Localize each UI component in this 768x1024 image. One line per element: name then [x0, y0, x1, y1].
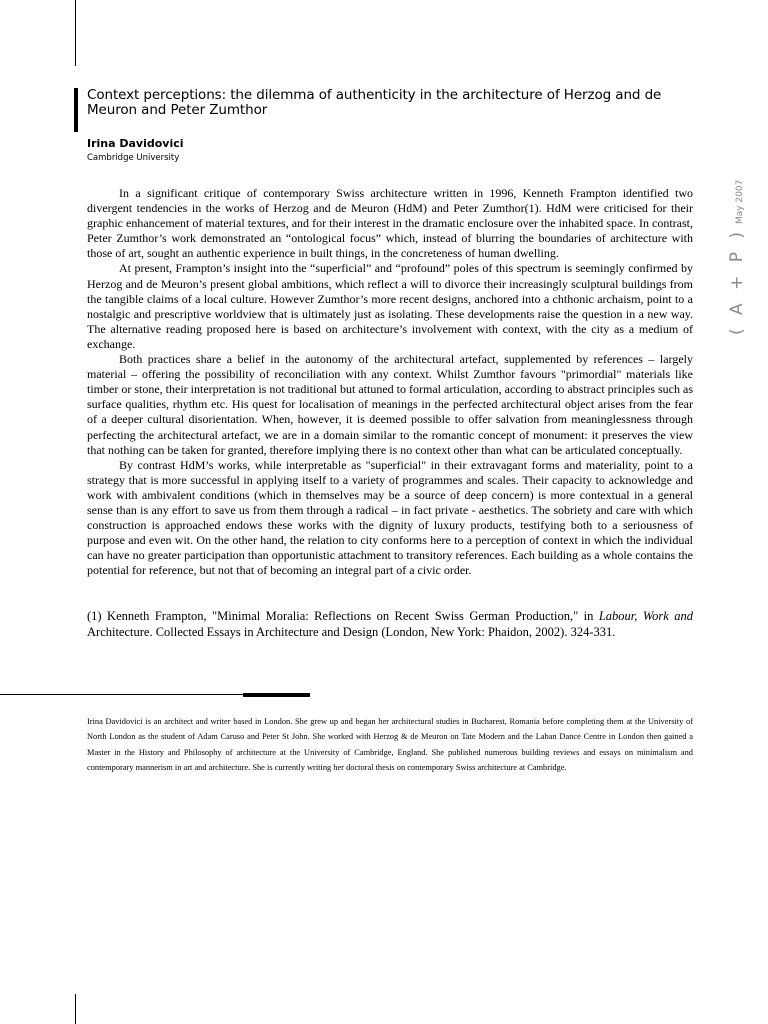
title-accent-bar — [74, 88, 78, 132]
issue-date: May 2007 — [735, 179, 745, 224]
body-paragraph: In a significant critique of contemporary Swiss architecture written in 1996, Kenneth Frampton identified two divergent tendencies in the works of Herzog and de Meuron (HdM) and Peter Zumthor(1). HdM were criticised for their graphic enhancement of material textures, and for their interest in the dramatic enclosure over the inhabited space. In contrast, Peter Zumthor’s work demonstrated an “ontological focus” which, instead of blurring the boundaries of architecture with those of art, sought an authentic experience in built things, in the concreteness of human dwelling. — [87, 186, 693, 261]
footnote-book-title: Labour, Work and — [598, 609, 694, 623]
bio-divider-accent — [243, 693, 310, 697]
bio-divider — [0, 694, 243, 695]
footnote-prefix: (1) Kenneth Frampton, "Minimal Moralia: Reflections on Recent Swiss German Production," in — [87, 609, 599, 623]
journal-side-label — [720, 179, 754, 335]
body-paragraph: At present, Frampton’s insight into the “superficial” and “profound” poles of this spectrum is seemingly confirmed by Herzog and de Meuron’s present global ambitions, which reflect a will to divorce their increasingly sculptural buildings from the tangible claims of a local culture. However Zumthor’s more recent designs, anchored into a chthonic archaism, point to a nostalgic and prescriptive worldview that is ultimately just as isolating. These developments raise the question in a new way. The alternative reading proposed here is based on architecture’s involvement with context, with the city as a medium of exchange. — [87, 261, 693, 351]
article-title: Context perceptions: the dilemma of authenticity in the architecture of Herzog and de Meuron and Peter Zumthor — [87, 87, 662, 118]
body-paragraph: Both practices share a belief in the autonomy of the architectural artefact, supplemented by references – largely material – offering the possibility of reconciliation with any context. Whilst Zumthor favours "primordial" materials like timber or stone, their interpretation is not traditional but attuned to formal articulation, according to abstract principles such as surface qualities, rhythm etc. His quest for localisation of meanings in the perfected architectural object arises from the fear of a deeper cultural disorientation. When, however, it is deemed possible to offer salvation from meaninglessness through perfecting the architectural artefact, we are in a domain similar to the romantic concept of monument: it preserves the view that nothing can be taken for granted, therefore implying there is no context other than what can be articulated conceptually. — [87, 352, 693, 457]
journal-name: ( A + P ) — [727, 227, 747, 335]
body-paragraph: By contrast HdM’s works, while interpretable as "superficial" in their extravagant forms and materiality, point to a strategy that is more successful in applying itself to a variety of programmes and scales. Their capacity to acknowledge and work with ambivalent conditions (which in themselves may be a source of deep concern) is more contextual in a general sense than is any effort to save us from them through a radical – in fact private - aesthetics. The sobriety and care with which construction is approached endows these works with the dignity of luxury products, testifying both to a seriousness of purpose and even wit. On the other hand, the relation to city conforms here to a perception of context in which the individual can have no greater participation than opportunistic attachment to transitory references. Each building as a whole contains the potential for reference, but not that of becoming an integral part of a civic order. — [87, 457, 693, 578]
article-body — [87, 186, 693, 578]
author-bio: Irina Davidovici is an architect and writer based in London. She grew up and began her architectural studies in Bucharest, Romania before completing them at the University of North London as the student of Adam Caruso and Peter St John. She worked with Herzog & de Meuron on Tate Modern and the Laban Dance Centre in London then gained a Master in the History and Philosophy of architecture at the University of Cambridge, England. She published numerous building reviews and essays on minimalism and contemporary mannerism in art and architecture. She is currently writing her doctoral thesis on contemporary Swiss architecture at Cambridge. — [87, 717, 693, 773]
footnote-suffix: Architecture. Collected Essays in Architecture and Design (London, New York: Phaidon, 2002). 324-331. — [87, 625, 616, 639]
author-affiliation: Cambridge University — [87, 153, 180, 163]
author-name: Irina Davidovici — [87, 137, 184, 150]
top-margin-rule — [75, 0, 76, 66]
bottom-margin-rule — [75, 994, 76, 1024]
footnote — [87, 608, 693, 640]
